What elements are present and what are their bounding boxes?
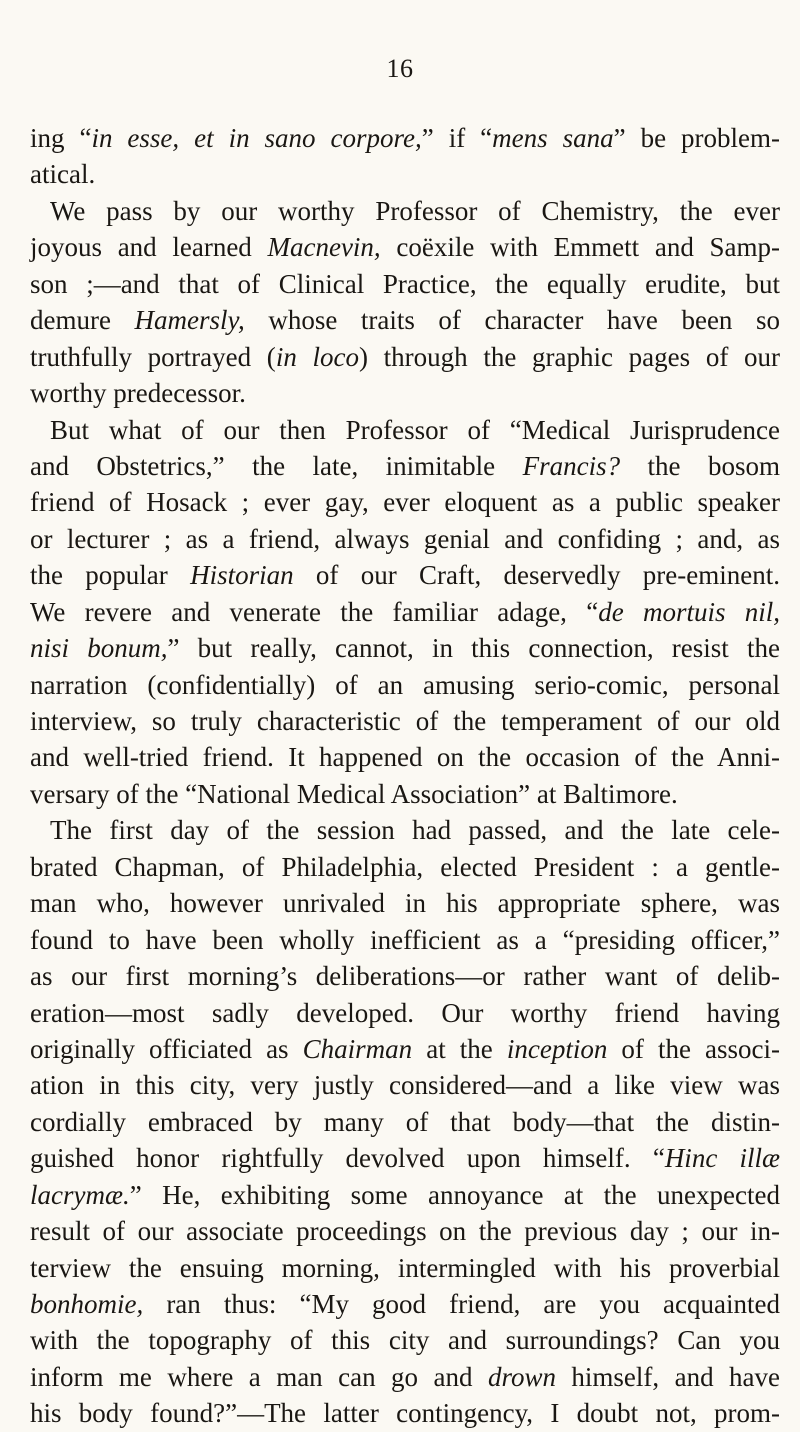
- text-line: [30, 776, 780, 812]
- text-line: [30, 1395, 780, 1431]
- text-segment: whose traits of character have been so: [244, 305, 780, 336]
- text-line: [30, 667, 780, 703]
- text-line: [30, 812, 780, 848]
- text-segment: terview the ensuing morning, intermingled with his proverbial: [30, 1252, 780, 1283]
- text-segment: the popular: [30, 560, 191, 591]
- text-line: [30, 594, 780, 630]
- text-segment: ing “: [30, 123, 92, 153]
- text-segment: cordially embraced by many of that body—that the distin-: [30, 1106, 780, 1137]
- italic-text: Historian: [190, 560, 294, 591]
- text-line: [30, 995, 780, 1031]
- text-line: [30, 1359, 780, 1395]
- text-segment: eration—most sadly developed. Our worthy friend having: [30, 997, 780, 1028]
- text-line: [30, 1104, 780, 1140]
- italic-text: inception: [506, 1033, 608, 1064]
- text-segment: ” He, exhibiting some annoyance at the unexpected: [129, 1179, 780, 1210]
- text-segment: ” if “: [421, 123, 493, 153]
- body-text: [30, 120, 780, 1432]
- text-segment: son ;—and that of Clinical Practice, the equally erudite, but: [30, 268, 780, 299]
- text-line: [30, 266, 780, 302]
- text-line: [30, 375, 780, 411]
- text-line: [30, 1177, 780, 1213]
- text-segment: truthfully portrayed (: [30, 341, 276, 372]
- text-segment: originally officiated as: [30, 1033, 303, 1064]
- text-segment: found to have been wholly inefficient as a “presiding officer,”: [30, 924, 780, 955]
- text-segment: and Obstetrics,” the late, inimitable: [30, 450, 523, 481]
- text-segment: brated Chapman, of Philadelphia, elected President : a gentle-: [30, 851, 780, 882]
- italic-text: lacrymæ.: [30, 1179, 130, 1210]
- text-line: [30, 958, 780, 994]
- text-segment: ” be problem-: [613, 123, 780, 153]
- text-line: [30, 849, 780, 885]
- text-line: [30, 521, 780, 557]
- italic-text: Macnevin,: [267, 232, 381, 263]
- text-segment: and well-tried friend. It happened on the occasion of the Anni-: [30, 742, 780, 773]
- text-segment: at the: [412, 1033, 507, 1064]
- text-segment: demure: [30, 305, 135, 336]
- text-segment: of the associ-: [607, 1033, 780, 1064]
- text-line: [30, 302, 780, 338]
- text-segment: We revere and venerate the familiar adage, “: [30, 596, 599, 627]
- text-line: [30, 1322, 780, 1358]
- text-segment: his body found?”—The latter contingency, I doubt not, prom-: [30, 1398, 780, 1429]
- text-line: [30, 339, 780, 375]
- italic-text: in esse, et in sano corpore,: [91, 123, 422, 153]
- text-segment: ation in this city, very justly considered—and a like view was: [30, 1070, 780, 1101]
- text-segment: joyous and learned: [30, 232, 268, 263]
- text-line: [30, 1140, 780, 1176]
- text-segment: But what of our then Professor of “Medical Jurisprudence: [50, 414, 780, 445]
- text-segment: atical.: [30, 159, 96, 190]
- text-line: [30, 1213, 780, 1249]
- text-segment: versary of the “National Medical Association” at Baltimore.: [30, 778, 678, 809]
- text-segment: worthy predecessor.: [30, 378, 246, 409]
- text-segment: narration (confidentially) of an amusing serio-comic, personal: [30, 669, 780, 700]
- text-line: [30, 630, 780, 666]
- text-segment: coëxile with Emmett and Samp-: [380, 232, 781, 263]
- text-segment: ” but really, cannot, in this connection, resist the: [167, 633, 780, 664]
- text-line: [30, 484, 780, 520]
- italic-text: Francis?: [522, 450, 621, 481]
- text-segment: with the topography of this city and surroundings? Can you: [30, 1325, 780, 1356]
- text-line: [30, 557, 780, 593]
- italic-text: Chairman: [302, 1033, 413, 1064]
- text-segment: result of our associate proceedings on the previous day ; our in-: [30, 1216, 780, 1247]
- italic-text: drown: [487, 1361, 556, 1392]
- text-line: [30, 412, 780, 448]
- italic-text: Hamersly,: [134, 305, 245, 336]
- text-line: [30, 156, 780, 192]
- text-segment: of our Craft, deservedly pre-eminent.: [293, 560, 780, 591]
- italic-text: de mortuis nil,: [598, 596, 780, 627]
- text-segment: himself, and have: [555, 1361, 780, 1392]
- italic-text: nisi bonum,: [30, 633, 168, 664]
- text-segment: interview, so truly characteristic of the temperament of our old: [30, 706, 780, 736]
- text-line: [30, 120, 780, 156]
- italic-text: in loco: [275, 341, 359, 372]
- text-line: [30, 739, 780, 775]
- text-segment: the bosom: [620, 450, 780, 481]
- italic-text: bonhomie,: [30, 1289, 144, 1319]
- text-line: [30, 1031, 780, 1067]
- text-segment: ) through the graphic pages of our: [359, 341, 781, 372]
- text-segment: friend of Hosack ; ever gay, ever eloquent as a public speaker: [30, 487, 780, 518]
- text-line: [30, 1286, 780, 1322]
- text-line: [30, 1067, 780, 1103]
- text-segment: We pass by our worthy Professor of Chemistry, the ever: [50, 195, 780, 226]
- text-line: [30, 922, 780, 958]
- text-segment: ran thus: “My good friend, are you acquainted: [143, 1289, 780, 1319]
- italic-text: Hinc illæ: [664, 1143, 780, 1174]
- text-segment: The first day of the session had passed, and the late cele-: [50, 815, 780, 846]
- text-line: [30, 1250, 780, 1286]
- text-segment: guished honor rightfully devolved upon himself. “: [30, 1143, 665, 1174]
- text-line: [30, 448, 780, 484]
- text-line: [30, 229, 780, 265]
- text-line: [30, 703, 780, 739]
- italic-text: mens sana: [492, 123, 614, 153]
- text-segment: inform me where a man can go and: [30, 1361, 488, 1392]
- text-segment: man who, however unrivaled in his appropriate sphere, was: [30, 888, 780, 919]
- page-number: 16: [386, 54, 414, 83]
- text-line: [30, 885, 780, 921]
- text-segment: or lecturer ; as a friend, always genial and confiding ; and, as: [30, 523, 780, 554]
- text-line: [30, 193, 780, 229]
- text-segment: as our first morning’s deliberations—or rather want of delib-: [30, 961, 780, 992]
